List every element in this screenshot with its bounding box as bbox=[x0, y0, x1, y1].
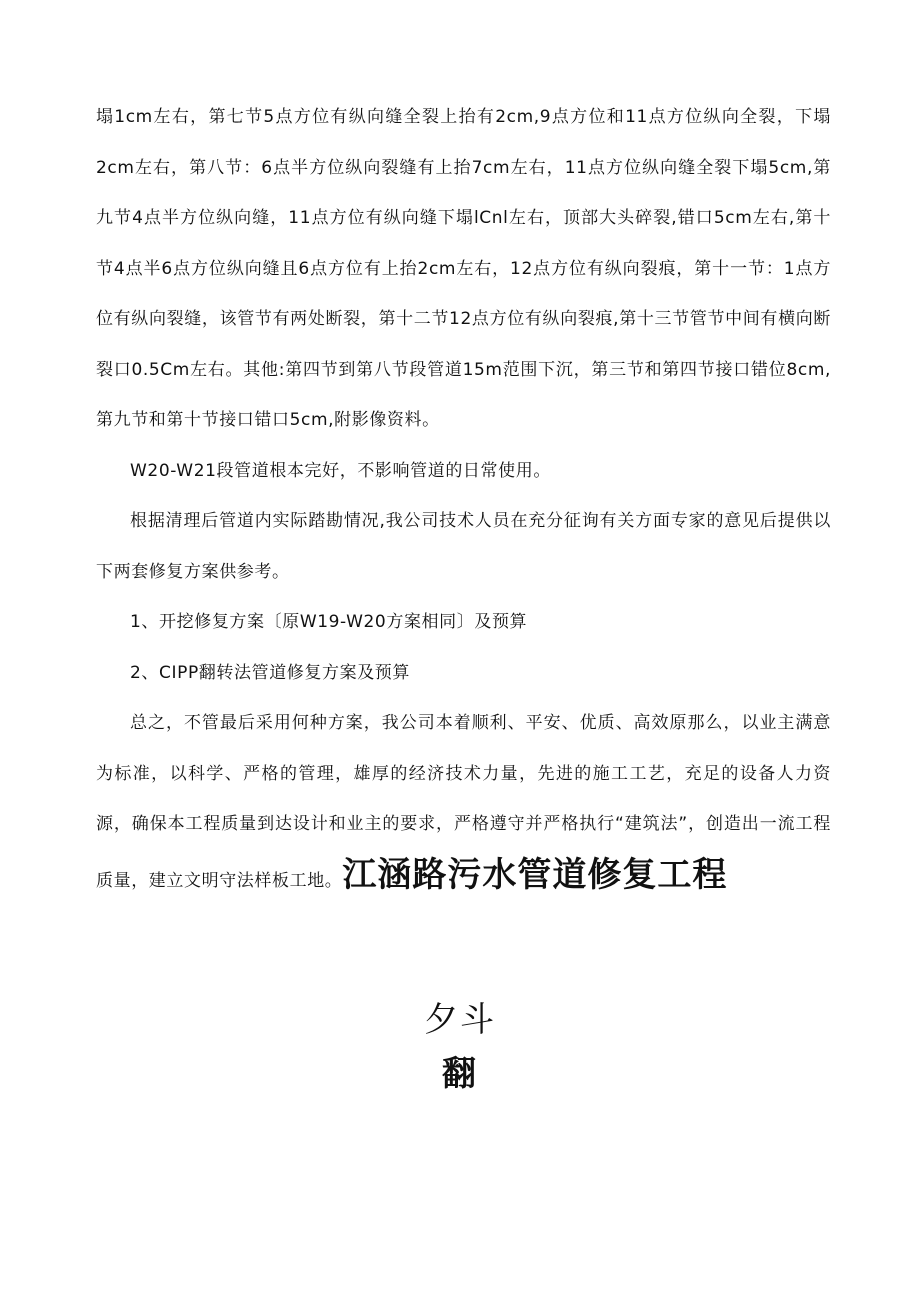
paragraph-w20-w21: W20-W21段管道根本完好，不影响管道的日常使用。 bbox=[130, 460, 551, 481]
paragraph-damage-details: 塌1cm左右，第七节5点方位有纵向缝全裂上抬有2cm,9点方位和11点方位纵向全裂，下塌2cm左右，第八节：6点半方位纵向裂缝有上抬7cm左右，11点方位纵向缝全裂下塌5cm,第九节4点半方位纵向缝，11点方位有纵向缝下塌lCnl左右，顶部大头碎裂,错口5cm左右,第十节4点半6点方位纵向缝且6点方位有上抬2cm左右，12点方位有纵向裂痕，第十一节：1点方位有纵向裂缝，该管节有两处断裂，第十二节12点方位有纵向裂痕,第十三节管节中间有横向断裂口0.5Cm左右。其他:第四节到第八节段管道15m范围下沉，第三节和第四节接口错位8cm,第九节和第十节接口错口5cm,附影像资料。 bbox=[96, 107, 831, 430]
list-item-plan-1: 1、开挖修复方案〔原W19-W20方案相同〕及预算 bbox=[130, 612, 528, 632]
closing-text: 总之，不管最后采用何种方案，我公司本着顺利、平安、优质、高效原那么，以业主满意为标准，以科学、严格的管理，雄厚的经济技术力量，先进的施工工艺，充足的设备人力资源，确保本工程质量到达设计和业主的要求，严格遵守并严格执行“建筑法”，创造出一流工程质量，建立文明守法样板工地。 bbox=[96, 713, 831, 891]
body-text bbox=[96, 92, 831, 906]
paragraph-closing bbox=[96, 698, 831, 906]
section-title-line-2: 翻 bbox=[442, 1054, 478, 1094]
project-heading: 江涵路污水管道修复工程 bbox=[342, 854, 728, 895]
list-item-plan-2: 2、CIPP翻转法管道修复方案及预算 bbox=[130, 662, 411, 683]
section-title-line-1: 夕斗 bbox=[424, 1000, 496, 1040]
paragraph-survey: 根据清理后管道内实际踏勘情况,我公司技术人员在充分征询有关方面专家的意见后提供以下两套修复方案供参考。 bbox=[96, 511, 831, 582]
